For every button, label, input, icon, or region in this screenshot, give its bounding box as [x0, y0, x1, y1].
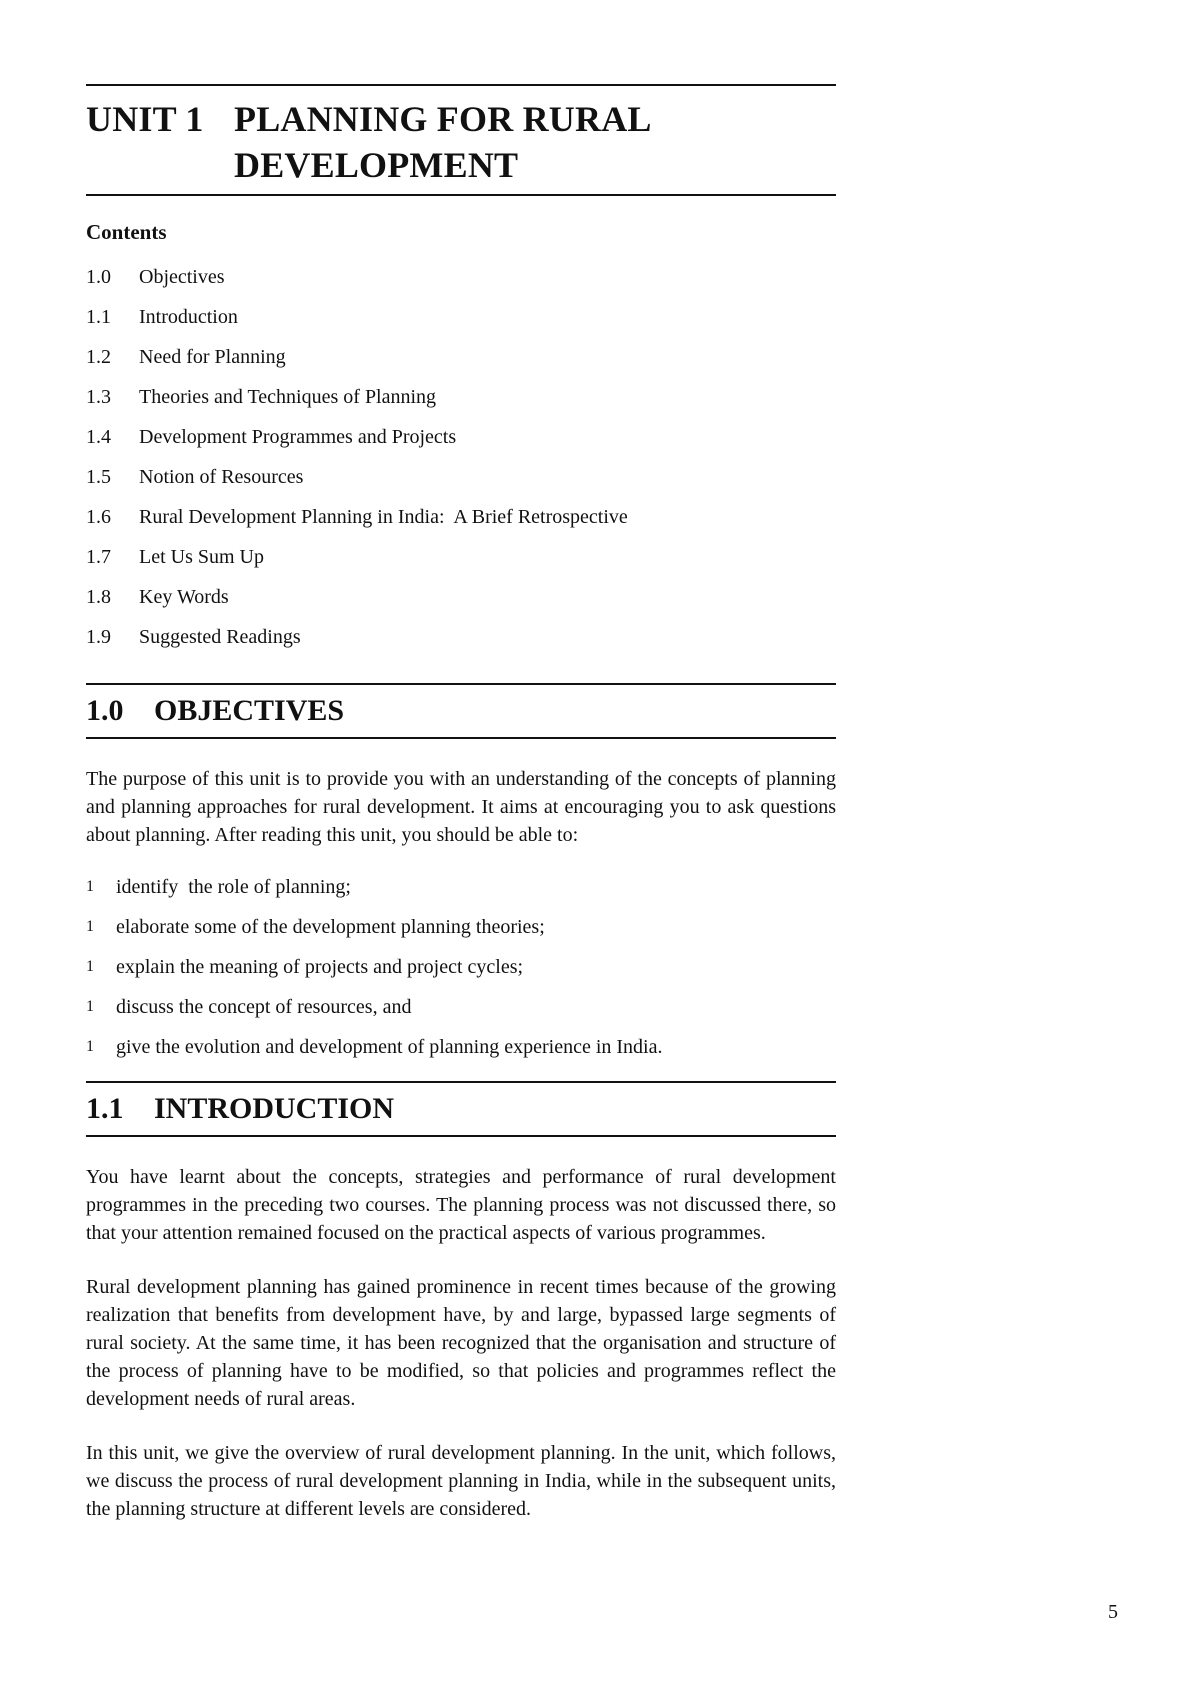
- toc-item-label: Key Words: [139, 585, 229, 608]
- bullet-marker: 1: [86, 998, 94, 1015]
- toc-item-number: 1.3: [86, 385, 111, 408]
- toc-item: [86, 417, 836, 457]
- toc-item: [86, 537, 836, 577]
- section-number: 1.1: [86, 1092, 124, 1125]
- introduction-paragraph: Rural development planning has gained prominence in recent times because of the growing realization that benefits from development have, by and large, bypassed large segments of rural society. At the same time, it has been recognized that the organisation and structure of the process of planning have to be modified, so that policies and programmes reflect the development needs of rural areas.: [86, 1276, 836, 1410]
- toc-item: [86, 337, 836, 377]
- unit-title-line-2: DEVELOPMENT: [234, 145, 519, 185]
- toc-item-number: 1.5: [86, 465, 111, 488]
- toc-item-label: Objectives: [139, 265, 225, 288]
- unit-title-line-1: PLANNING FOR RURAL: [234, 99, 652, 139]
- toc-item-label: Need for Planning: [139, 345, 286, 368]
- toc-item: [86, 617, 836, 657]
- contents-heading: Contents: [86, 220, 167, 244]
- introduction-section-heading: [86, 1081, 836, 1137]
- toc-item-number: 1.7: [86, 545, 111, 568]
- toc-item-label: Notion of Resources: [139, 465, 304, 488]
- section-title: [86, 1089, 836, 1129]
- toc-item: [86, 297, 836, 337]
- toc-item-number: 1.1: [86, 305, 111, 328]
- bullet-marker: 1: [86, 958, 94, 975]
- list-item: [86, 987, 836, 1027]
- toc-item-number: 1.4: [86, 425, 111, 448]
- section-bottom-rule: [86, 1135, 836, 1137]
- toc-item-label: Let Us Sum Up: [139, 545, 264, 568]
- toc-item: [86, 377, 836, 417]
- toc-item: [86, 577, 836, 617]
- page-number: 5: [1108, 1601, 1118, 1623]
- toc-item-number: 1.0: [86, 265, 111, 288]
- toc-item-number: 1.2: [86, 345, 111, 368]
- list-item: [86, 907, 836, 947]
- section-title-text: OBJECTIVES: [154, 694, 345, 727]
- top-rule: [86, 84, 836, 86]
- introduction-paragraph: You have learnt about the concepts, strategies and performance of rural development programmes in the preceding two courses. The planning process was not discussed there, so that your attention remained focused on the practical aspects of various programmes.: [86, 1166, 836, 1244]
- toc-item-label: Development Programmes and Projects: [139, 425, 457, 448]
- toc-item: [86, 257, 836, 297]
- list-item: [86, 1027, 836, 1067]
- section-top-rule: [86, 1081, 836, 1083]
- list-item-text: explain the meaning of projects and project cycles;: [116, 955, 524, 978]
- section-title-text: INTRODUCTION: [154, 1092, 395, 1125]
- toc-item-label: Suggested Readings: [139, 625, 301, 648]
- section-title: [86, 691, 836, 731]
- list-item: [86, 867, 836, 907]
- objectives-section-heading: [86, 683, 836, 739]
- objectives-paragraph: The purpose of this unit is to provide you with an understanding of the concepts of planning and planning approaches for rural development. It aims at encouraging you to ask questions about planning. After reading this unit, you should be able to:: [86, 768, 836, 846]
- section-top-rule: [86, 683, 836, 685]
- introduction-paragraph: In this unit, we give the overview of rural development planning. In the unit, which follows, we discuss the process of rural development planning in India, while in the subsequent units, the planning structure at different levels are considered.: [86, 1442, 836, 1520]
- list-item-text: identify the role of planning;: [116, 875, 351, 898]
- table-of-contents: [86, 257, 836, 657]
- list-item-text: give the evolution and development of planning experience in India.: [116, 1035, 663, 1058]
- section-number: 1.0: [86, 694, 124, 727]
- toc-item-label: Introduction: [139, 305, 238, 328]
- toc-item: [86, 457, 836, 497]
- objectives-list: [86, 867, 836, 1067]
- unit-title-text: [234, 96, 836, 188]
- bullet-marker: 1: [86, 1038, 94, 1055]
- toc-item-number: 1.9: [86, 625, 111, 648]
- toc-item-label: Rural Development Planning in India: A Brief Retrospective: [139, 505, 628, 528]
- document-page: [86, 84, 836, 1523]
- list-item-text: discuss the concept of resources, and: [116, 995, 412, 1018]
- toc-item-label: Theories and Techniques of Planning: [139, 385, 437, 408]
- list-item-text: elaborate some of the development planning theories;: [116, 915, 545, 938]
- toc-item: [86, 497, 836, 537]
- list-item: [86, 947, 836, 987]
- bullet-marker: 1: [86, 878, 94, 895]
- toc-item-number: 1.8: [86, 585, 111, 608]
- section-bottom-rule: [86, 737, 836, 739]
- unit-label: UNIT 1: [86, 99, 204, 139]
- unit-header: [86, 84, 836, 196]
- bullet-marker: 1: [86, 918, 94, 935]
- toc-item-number: 1.6: [86, 505, 111, 528]
- unit-title: [86, 96, 836, 188]
- unit-bottom-rule: [86, 194, 836, 196]
